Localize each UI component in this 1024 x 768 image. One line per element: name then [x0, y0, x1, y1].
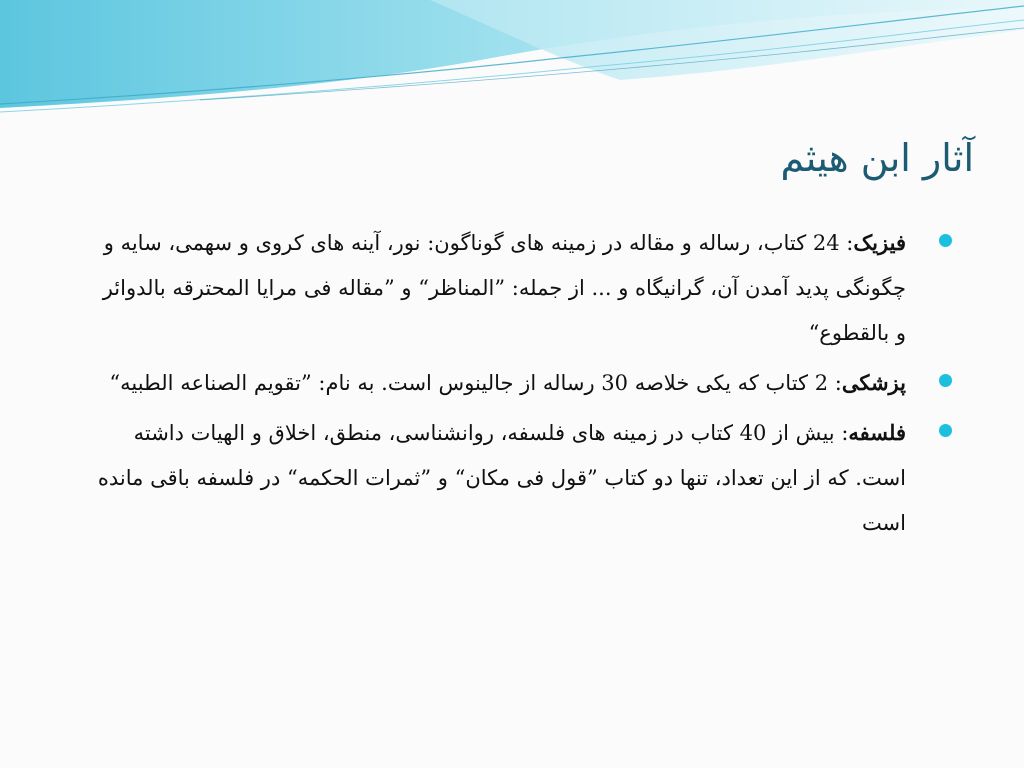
bullet-text: : بیش از 40 کتاب در زمینه های فلسفه، روانشناسی، منطق، اخلاق و الهیات داشته است. که از این تعداد، تنها دو کتاب ”قول فی مکان“ و ”ثمرات الحکمه“ در فلسفه باقی مانده است: [97, 421, 906, 535]
bullet-item-medicine: [86, 360, 966, 406]
bullet-text: : 24 کتاب، رساله و مقاله در زمینه های گوناگون: نور، آینه های کروی و سهمی، سایه و چگونگی پدید آمدن آن، گرانیگاه و ... از جمله: ”المناظر“ و ”مقاله فی مرایا المحترقه بالدوائر و بالقطوع“: [102, 231, 906, 345]
bullet-text: : 2 کتاب که یکی خلاصه 30 رساله از جالینوس است. به نام: ”تقویم الصناعه الطبیه“: [109, 371, 842, 395]
bullet-item-philosophy: [86, 410, 966, 546]
decorative-wave-header: [0, 0, 1024, 130]
bullet-term: پزشکی: [841, 370, 906, 395]
bullet-dot-icon: [939, 424, 952, 437]
bullet-term: فیزیک: [853, 230, 906, 255]
bullet-term: فلسفه: [848, 420, 906, 445]
slide-title: آثار ابن هیثم: [780, 136, 974, 180]
bullet-dot-icon: [939, 234, 952, 247]
bullet-item-physics: [86, 220, 966, 356]
bullet-dot-icon: [939, 374, 952, 387]
bullet-list: [86, 220, 966, 550]
